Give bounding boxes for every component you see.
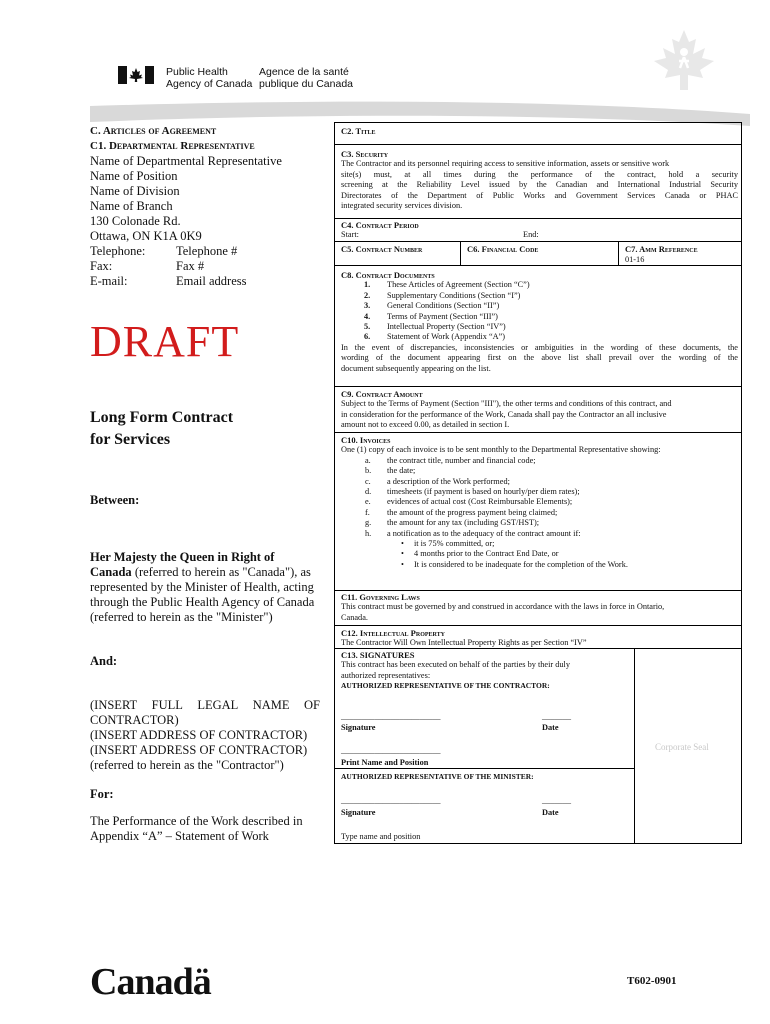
title-line2: for Services [90, 431, 171, 448]
c10-item-text: the contract title, number and financial code; [387, 455, 536, 465]
agency-fr-line2: publique du Canada [259, 78, 353, 90]
c8-para-line1: In the event of discrepancies, inconsistencies or ambiguities in the wording of these documents, the [341, 342, 738, 352]
agency-name-fr [259, 66, 353, 90]
draft-watermark: DRAFT [90, 317, 240, 366]
c13-section [341, 650, 631, 692]
contractor-party [90, 698, 320, 773]
c10-section [341, 435, 738, 570]
c10-bullet-item [341, 560, 738, 570]
c10-item [341, 477, 738, 487]
form-number: T602-0901 [627, 975, 677, 987]
minister-sig-line: ________________________ [341, 796, 441, 805]
rule-seal-box [634, 648, 635, 844]
c5-heading: C5. Contract Number [341, 244, 423, 254]
minister-signature-label: Signature [341, 808, 376, 817]
c3-section [341, 149, 738, 211]
c8-item-text: These Articles of Agreement (Section “C”) [387, 280, 530, 290]
start-label: Start: [341, 230, 359, 240]
contractor-date-label: Date [542, 723, 559, 732]
insert-line5: (referred to herein as the "Contractor") [90, 758, 284, 772]
c10-bullet-list [341, 539, 738, 570]
c10-item [341, 487, 738, 497]
c2-heading: C2. Title [341, 126, 376, 136]
c8-item-text: Statement of Work (Appendix “A”) [387, 332, 506, 342]
c10-item-text: a notification as to the adequacy of the contract amount if: [387, 528, 581, 538]
c8-para-line2: wording of the document appearing first on the above list shall prevail over the wording of the [341, 353, 738, 363]
rule-after-c8 [334, 386, 742, 387]
c8-item-number: 5. [364, 321, 371, 331]
c9-heading: C9. Contract Amount [341, 389, 423, 399]
canada-party [90, 550, 325, 625]
rule-after-c5 [334, 265, 742, 266]
c10-bullet-text: it is 75% committed, or; [414, 538, 495, 548]
c7-heading: C7. Amm Reference [625, 244, 698, 254]
party-canada-line5: (referred to herein as the "Minister") [90, 610, 273, 624]
print-name-line: ________________________ [341, 746, 441, 755]
insert-word-1: (INSERT [90, 698, 138, 712]
c8-section [341, 270, 738, 374]
c10-invoice-list [341, 456, 738, 539]
c12-line1: The Contractor Will Own Intellectual Property Rights as per Section “IV” [341, 638, 587, 648]
c10-item-letter: c. [365, 476, 371, 486]
c8-heading: C8. Contract Documents [341, 270, 435, 280]
c10-item-letter: a. [365, 455, 371, 465]
c8-item-number: 3. [364, 301, 371, 311]
c10-item-text: evidences of actual cost (Cost Reimbursable Elements); [387, 497, 573, 507]
corporate-seal-label: Corporate Seal [655, 742, 709, 752]
contractor-sig-line: ________________________ [341, 712, 441, 721]
between-label: Between: [90, 493, 140, 507]
c10-item-letter: g. [365, 518, 372, 528]
c10-bullet-item [341, 539, 738, 549]
c9-line2: in consideration for the performance of the Work, Canada shall pay the Contractor an all inclusive [341, 409, 667, 419]
c7-value: 01-16 [625, 255, 645, 264]
c3-line5: integrated security services division. [341, 201, 463, 211]
insert-line4: (INSERT ADDRESS OF CONTRACTOR) [90, 743, 308, 757]
bullet-dot-icon: • [401, 538, 404, 548]
maple-leaf-figure-icon [650, 28, 718, 98]
rep-name: Name of Departmental Representative [90, 154, 282, 168]
c6-heading: C6. Financial Code [467, 244, 539, 254]
c10-item-text: a description of the Work performed; [387, 476, 510, 486]
c8-para-line3: document subsequently appearing on the list. [341, 363, 491, 373]
c4-section [341, 220, 738, 240]
c13-line1: This contract has been executed on behalf of the parties by their duly [341, 660, 571, 670]
c10-item-text: the amount of the progress payment being claimed; [387, 507, 558, 517]
email-row [90, 274, 325, 289]
and-label: And: [90, 654, 118, 668]
rule-after-c9 [334, 432, 742, 433]
c10-item-letter: b. [365, 466, 372, 476]
fax-row [90, 259, 325, 274]
auth-contractor-heading: AUTHORIZED REPRESENTATIVE OF THE CONTRACTOR: [341, 681, 550, 691]
party-canada-bold: Canada [90, 565, 132, 579]
c8-item-text: General Conditions (Section “II”) [387, 301, 500, 311]
email-value: Email address [176, 274, 247, 288]
title-line1: Long Form Contract [90, 409, 234, 426]
c13-heading: C13. SIGNATURES [341, 650, 415, 660]
c8-item [341, 280, 738, 290]
performance-text [90, 814, 325, 844]
canada-wordmark: Canadä [90, 961, 211, 1003]
print-name-label: Print Name and Position [341, 758, 429, 767]
c11-line1: This contract must be governed by and construed in accordance with the laws in force in Ontario, [341, 602, 665, 612]
insert-line2: CONTRACTOR) [90, 713, 179, 727]
rep-address2: Ottawa, ON K1A 0K9 [90, 229, 202, 243]
fax-value: Fax # [176, 259, 205, 273]
c10-item-letter: e. [365, 497, 371, 507]
c11-heading: C11. Governing Laws [341, 592, 420, 602]
c10-bullet-text: 4 months prior to the Contract End Date, or [414, 549, 559, 559]
c3-line3: screening at the Reliability Level issued by the Canadian and International Industrial Security [341, 180, 738, 190]
party-canada-line2 [90, 565, 325, 580]
performance-line2: Appendix “A” – Statement of Work [90, 829, 269, 843]
insert-word-5: OF [304, 698, 320, 712]
c10-line1: One (1) copy of each invoice is to be sent monthly to the Departmental Representative showing: [341, 445, 661, 455]
telephone-value: Telephone # [176, 244, 238, 258]
c-articles-heading: C. Articles of Agreement [90, 125, 217, 137]
period-row [341, 230, 738, 240]
c10-item-letter: d. [365, 486, 372, 496]
rule-c5-c6 [460, 241, 461, 265]
party-canada-line3: represented by the Minister of Health, acting [90, 580, 314, 594]
document-title [90, 407, 233, 451]
c8-item-number: 4. [364, 311, 371, 321]
c10-item [341, 497, 738, 507]
party-canada-line1: Her Majesty the Queen in Right of [90, 550, 275, 564]
c8-item [341, 301, 738, 311]
c10-item-text: timesheets (if payment is based on hourly/per diem rates); [387, 486, 580, 496]
insert-word-4: NAME [252, 698, 290, 712]
contractor-signature-label: Signature [341, 723, 376, 732]
c1-heading: C1. Departmental Representative [90, 140, 255, 152]
c10-item-text: the date; [387, 466, 416, 476]
c3-line4: Directorates of the Department of Public Works and Government Services Canada or PHAC [341, 190, 738, 200]
telephone-label: Telephone: [90, 244, 146, 258]
c9-line3: amount not to exceed 0.00, as detailed in section I. [341, 420, 510, 430]
c3-line1: The Contractor and its personnel requiring access to sensitive information, assets or sensitive work [341, 159, 670, 169]
c8-item [341, 322, 738, 332]
agency-name-en [166, 66, 252, 90]
c4-heading: C4. Contract Period [341, 220, 419, 230]
c8-item [341, 312, 738, 322]
rep-position: Name of Position [90, 169, 178, 183]
c10-bullet-text: It is considered to be inadequate for the completion of the Work. [414, 559, 628, 569]
c1-section [90, 124, 325, 289]
rep-address1: 130 Colonade Rd. [90, 214, 181, 228]
c8-item [341, 332, 738, 342]
c12-heading: C12. Intellectual Property [341, 628, 445, 638]
c10-item-letter: h. [365, 528, 372, 538]
c10-item [341, 508, 738, 518]
c10-item [341, 456, 738, 466]
c11-line2: Canada. [341, 612, 368, 622]
insert-line1 [90, 698, 320, 713]
agency-fr-line1: Agence de la santé [259, 66, 349, 78]
c8-item-number: 6. [364, 332, 371, 342]
rule-c6-c7 [618, 241, 619, 265]
rule-after-c10 [334, 590, 742, 591]
rule-after-c3 [334, 218, 742, 219]
c8-document-list [341, 280, 738, 342]
c9-section [341, 389, 738, 431]
c11-section [341, 592, 738, 623]
c10-item-text: the amount for any tax (including GST/HST); [387, 518, 540, 528]
c3-heading: C3. Security [341, 149, 389, 159]
c3-line2: site(s) must, at all times during the performance of the contract, hold a security [341, 169, 738, 179]
bullet-dot-icon: • [401, 559, 404, 569]
c10-bullet-item [341, 549, 738, 559]
agency-en-line1: Public Health [166, 66, 228, 78]
c8-item-text: Intellectual Property (Section “IV”) [387, 321, 506, 331]
canada-flag-icon [118, 66, 154, 84]
auth-minister-heading: AUTHORIZED REPRESENTATIVE OF THE MINISTER: [341, 772, 534, 781]
insert-word-2: FULL [151, 698, 183, 712]
c10-item [341, 529, 738, 539]
c8-item-number: 1. [364, 280, 371, 290]
insert-word-3: LEGAL [197, 698, 239, 712]
rep-branch: Name of Branch [90, 199, 173, 213]
c10-heading: C10. Invoices [341, 435, 391, 445]
rep-division: Name of Division [90, 184, 180, 198]
performance-line1: The Performance of the Work described in [90, 814, 303, 828]
insert-line3: (INSERT ADDRESS OF CONTRACTOR) [90, 728, 308, 742]
party-canada-line4: through the Public Health Agency of Canada [90, 595, 315, 609]
agency-en-line2: Agency of Canada [166, 78, 253, 90]
for-label: For: [90, 787, 114, 801]
c10-item [341, 518, 738, 528]
party-canada-rest: (referred to herein as "Canada"), as [131, 565, 311, 579]
c10-item [341, 466, 738, 476]
c8-item-number: 2. [364, 290, 371, 300]
rule-after-c11 [334, 625, 742, 626]
c8-item-text: Supplementary Conditions (Section “I”) [387, 290, 521, 300]
rule-after-c4 [334, 241, 742, 242]
email-label: E-mail: [90, 274, 128, 288]
rule-after-c2 [334, 144, 742, 145]
c13-line2: authorized representatives: [341, 670, 431, 680]
type-name-label: Type name and position [341, 832, 421, 841]
c10-item-letter: f. [365, 507, 370, 517]
bullet-dot-icon: • [401, 549, 404, 559]
fax-label: Fax: [90, 259, 113, 273]
contractor-date-line: _______ [542, 712, 572, 721]
c9-line1: Subject to the Terms of Payment (Section "III"), the other terms and conditions of this contract, and [341, 399, 672, 409]
c12-section [341, 628, 738, 649]
end-label: End: [523, 230, 539, 240]
c8-item-text: Terms of Payment (Section “III”) [387, 311, 498, 321]
telephone-row [90, 244, 325, 259]
minister-date-line: _______ [542, 796, 572, 805]
c8-item [341, 291, 738, 301]
minister-date-label: Date [542, 808, 559, 817]
